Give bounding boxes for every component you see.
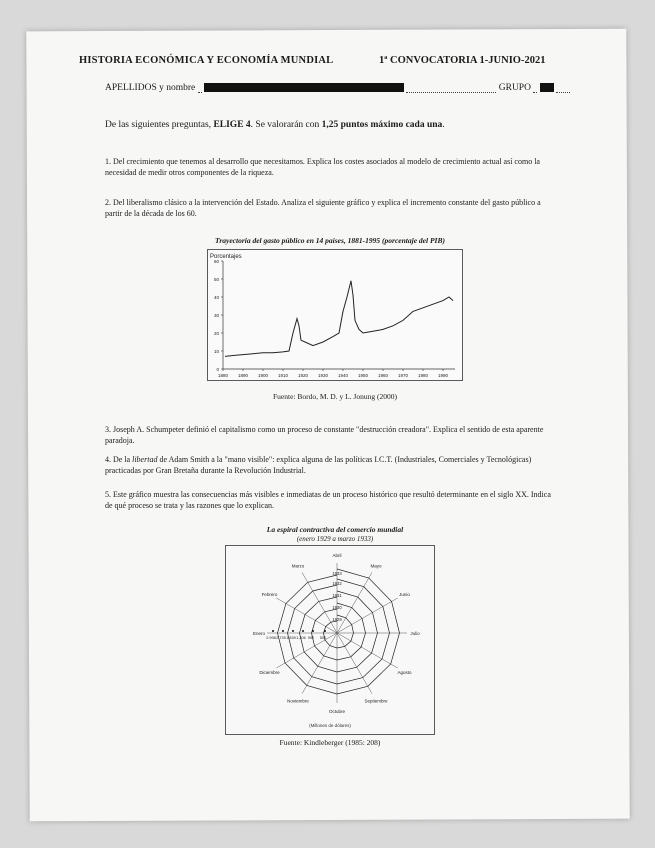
figure2-source: Fuente: Kindleberger (1985: 208) (279, 738, 381, 747)
x-tick-label: 1930 (317, 373, 329, 378)
figure1-title: Trayectoria del gasto público en 14 países, 1881-1995 (porcentaje del PIB) (215, 236, 445, 245)
month-label: Marzo (291, 563, 305, 569)
x-tick-label: 1910 (277, 373, 289, 378)
y-tick-label: 0 (216, 367, 219, 372)
spiral-units-note: (Millones de dólares) (309, 723, 351, 728)
x-tick-label: 1880 (217, 373, 229, 378)
instructions: De las siguientes preguntas, ELIGE 4. Se valorarán con 1,25 puntos máximo cada una. (105, 120, 445, 130)
value-marker (292, 630, 294, 632)
value-marker (324, 630, 326, 632)
year-label: 1933 (332, 571, 342, 576)
x-tick-label: 1980 (417, 373, 429, 378)
x-tick-label: 1960 (377, 373, 389, 378)
year-label: 1930 (332, 605, 342, 610)
x-tick-label: 1900 (257, 373, 269, 378)
month-label: Diciembre (259, 670, 280, 675)
value-label: 500 (319, 636, 327, 640)
month-label: Noviembre (287, 698, 309, 704)
x-tick-label: 1920 (297, 373, 309, 378)
question-5: 5. Este gráfico muestra las consecuencias más visibles e inmediatas de un proceso histórico que resultó determinante en el siglo XX. Indica de qué proceso se trata y las razones que lo explican. (105, 490, 551, 510)
group-label: GRUPO (498, 83, 531, 93)
figure2-subtitle: (enero 1929 a marzo 1933) (296, 535, 374, 543)
y-tick-label: 60 (213, 259, 219, 264)
month-label: Agosto (397, 670, 412, 675)
y-tick-label: 20 (213, 331, 219, 336)
value-label: 992 (307, 636, 315, 640)
year-label: 1929 (332, 617, 342, 622)
figure2-title: La espiral contractiva del comercio mundial (266, 525, 404, 534)
spiral-frame (226, 546, 435, 735)
value-label: 1.206 (296, 636, 306, 640)
value-label: 2.739 (276, 636, 286, 640)
redacted-group (540, 83, 554, 92)
chart-frame (208, 250, 463, 381)
question-3: 3. Joseph A. Schumpeter definió el capitalismo como un proceso de constante "destrucción creadora". Explica el sentido de esta aparente paradoja. (105, 425, 544, 445)
question-4: 4. De la libertad de Adam Smith a la "mano visible": explica alguna de las políticas I.C.T. (Industriales, Comerciales y Tecnológicas) practicadas por Gran Bretaña durante la Revolución Industrial. (105, 455, 532, 475)
figure1-source: Fuente: Bordo, M. D. y L. Jonung (2000) (273, 392, 397, 401)
y-tick-label: 10 (213, 349, 219, 354)
spiral-chart (225, 545, 435, 735)
name-label: APELLIDOS y nombre (105, 83, 196, 93)
month-label: Abril (332, 553, 342, 558)
name-line (105, 83, 570, 93)
y-tick-label: 50 (213, 277, 219, 282)
course-title: HISTORIA ECONÓMICA Y ECONOMÍA MUNDIAL (79, 55, 334, 66)
month-label: Julio (410, 631, 420, 636)
x-tick-label: 1950 (357, 373, 369, 378)
value-marker (272, 630, 274, 632)
month-label: Septiembre (364, 698, 388, 704)
month-label: Octubre (328, 709, 346, 714)
chart-ylabel: Porcentajes (210, 254, 242, 260)
exam-date: 1ª CONVOCATORIA 1-JUNIO-2021 (379, 55, 546, 66)
value-marker (312, 630, 314, 632)
month-label: Junio (399, 592, 410, 597)
y-tick-label: 40 (213, 295, 219, 300)
value-label: 1.839 (286, 636, 296, 640)
gasto-publico-chart (207, 249, 463, 381)
question-2: 2. Del liberalismo clásico a la intervención del Estado. Analiza el siguiente gráfico y explica el incremento constante del gasto público a partir de la década de los 60. (105, 198, 541, 218)
x-tick-label: 1990 (437, 373, 449, 378)
value-marker (302, 630, 304, 632)
month-label: Enero (252, 631, 266, 636)
x-tick-label: 1940 (337, 373, 349, 378)
month-label: Mayo (370, 563, 382, 569)
y-tick-label: 30 (213, 313, 219, 318)
month-label: Febrero (261, 592, 278, 597)
x-tick-label: 1970 (397, 373, 409, 378)
redacted-name (204, 83, 404, 92)
year-label: 1931 (332, 593, 342, 598)
x-tick-label: 1890 (237, 373, 249, 378)
year-label: 1932 (332, 581, 342, 586)
question-1: 1. Del crecimiento que tenemos al desarrollo que necesitamos. Explica los costes asociados al modelo de crecimiento actual así como la necesidad de medir otros componentes de la riqueza. (105, 157, 540, 177)
value-marker (282, 630, 284, 632)
value-label: 2.998 (266, 636, 276, 640)
